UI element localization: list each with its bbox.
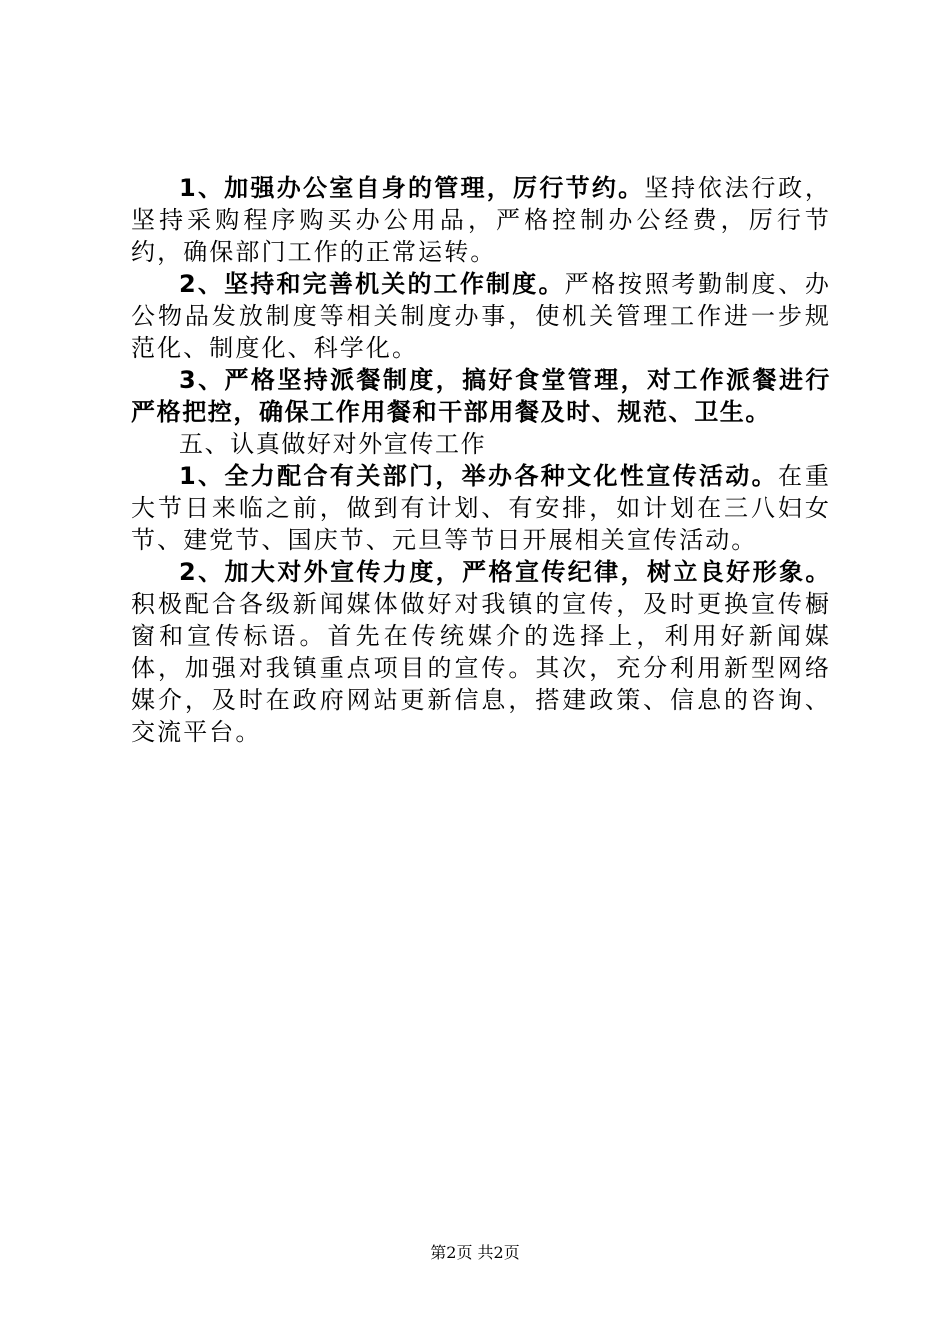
paragraph-body: 在重大节日来临之前，做到有计划、有安排，如计划在三八妇女节、建党节、国庆节、元旦等节日开展相关宣传活动。	[131, 462, 832, 554]
paragraph-lead: 1、加强办公室自身的管理，厉行节约。	[179, 174, 645, 202]
paragraph-work-system	[131, 268, 831, 364]
paragraph-meal-system	[131, 364, 831, 428]
paragraph-lead: 2、坚持和完善机关的工作制度。	[179, 270, 565, 298]
paragraph-body: 严格按照考勤制度、办公物品发放制度等相关制度办事，使机关管理工作进一步规范化、制度化、科学化。	[131, 270, 832, 362]
section-heading: 五、认真做好对外宣传工作	[179, 430, 487, 458]
paragraph-body: 坚持依法行政，坚持采购程序购买办公用品，严格控制办公经费，厉行节约，确保部门工作的正常运转。	[131, 174, 832, 266]
paragraph-cultural-activities	[131, 460, 831, 556]
paragraph-body: 积极配合各级新闻媒体做好对我镇的宣传，及时更换宣传橱窗和宣传标语。首先在传统媒介的选择上，利用好新闻媒体，加强对我镇重点项目的宣传。其次，充分利用新型网络媒介，及时在政府网站更新信息，搭建政策、信息的咨询、交流平台。	[131, 590, 831, 746]
paragraph-office-management	[131, 172, 831, 268]
paragraph-lead: 2、加大对外宣传力度，严格宣传纪律，树立良好形象。	[179, 558, 831, 586]
paragraph-lead: 1、全力配合有关部门，举办各种文化性宣传活动。	[179, 462, 779, 490]
paragraph-publicity	[131, 556, 831, 748]
paragraph-lead: 3、严格坚持派餐制度，搞好食堂管理，对工作派餐进行严格把控，确保工作用餐和干部用餐及时、规范、卫生。	[131, 366, 831, 426]
document-body	[131, 172, 831, 748]
page-number-footer: 第2页 共2页	[430, 1243, 520, 1262]
